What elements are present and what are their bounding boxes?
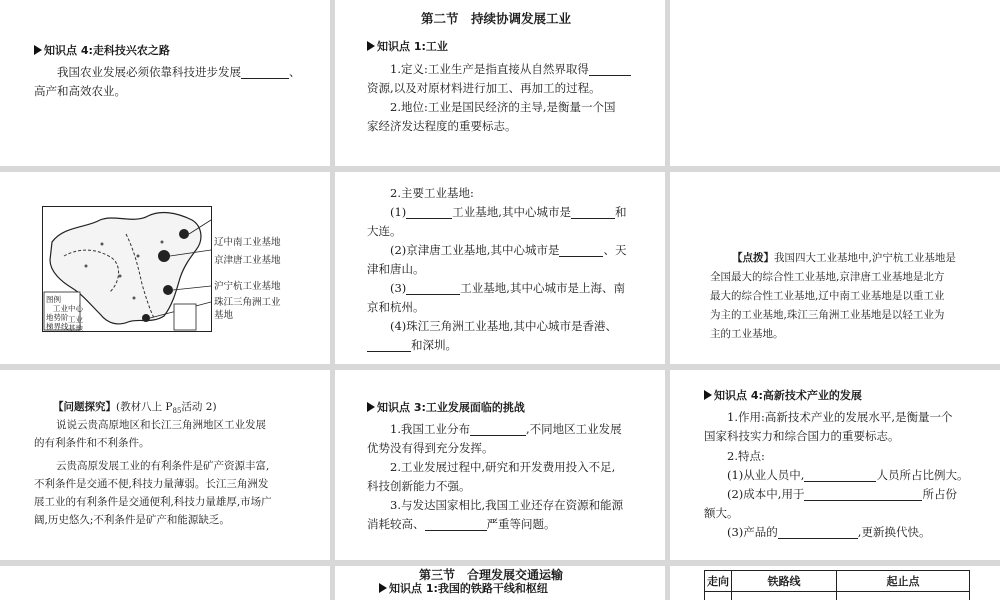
- fill-blank[interactable]: [367, 338, 411, 352]
- paragraph-line: 津和唐山。: [367, 262, 425, 276]
- paragraph-line: 京和杭州。: [367, 300, 425, 314]
- legend-title: 图例: [46, 295, 61, 304]
- knowledge-point-heading: 知识点 4:高新技术产业的发展: [704, 386, 862, 406]
- table-header-railway: 铁路线: [732, 571, 837, 592]
- legend-item: 工业: [68, 315, 83, 324]
- legend-item: 工业中心: [53, 304, 83, 313]
- industrial-base-huningkang: [163, 285, 173, 295]
- knowledge-point-heading: 知识点 3:工业发展面临的挑战: [367, 398, 525, 418]
- fill-blank[interactable]: [470, 422, 526, 436]
- play-arrow-icon: [379, 583, 387, 593]
- knowledge-point-heading: 知识点 4:走科技兴农之路: [34, 41, 170, 61]
- paragraph-line: 云贵高原发展工业的有利条件是矿产资源丰富,: [56, 460, 270, 472]
- map-label-huningkang: 沪宁杭工业基地: [214, 281, 281, 292]
- paragraph-line: 阔,历史悠久;不利条件是矿产和能源缺乏。: [34, 514, 230, 526]
- panel-main-industrial-bases: [335, 172, 665, 364]
- paragraph-line: (2)京津唐工业基地,其中心城市是 、天: [390, 243, 627, 257]
- panel-blank-top-right: [670, 0, 1000, 166]
- paragraph-line: 【点拨】我国四大工业基地中,沪宁杭工业基地是: [732, 252, 956, 264]
- paragraph-line: (2)成本中,用于 所占份: [727, 487, 957, 501]
- railway-table: [704, 570, 970, 600]
- fill-blank[interactable]: [804, 487, 922, 501]
- paragraph-line: 全国最大的综合性工业基地,京津唐工业基地是北方: [710, 271, 945, 283]
- paragraph-line: 2.特点:: [727, 449, 765, 463]
- fill-blank[interactable]: [425, 517, 487, 531]
- paragraph-line: 展工业的有利条件是交通便利,科技力量雄厚,市场广: [34, 496, 272, 508]
- legend-item: 地势阶: [46, 313, 69, 322]
- panel-tip: [670, 172, 1000, 364]
- panel-high-tech: [670, 370, 1000, 560]
- panel-industrial-map: [0, 172, 330, 364]
- map-label-pearl-river: 珠江三角洲工业: [214, 297, 281, 308]
- fill-blank[interactable]: [559, 243, 603, 257]
- paragraph-line: 2.主要工业基地:: [390, 186, 474, 200]
- table-row: [705, 592, 970, 600]
- paragraph-line: 和深圳。: [367, 335, 457, 355]
- paragraph-line: 消耗较高、 严重等问题。: [367, 517, 556, 531]
- play-arrow-icon: [367, 41, 375, 51]
- paragraph-line: 1.定义:工业生产是指直接从自然界取得: [390, 59, 631, 79]
- paragraph-line: 额大。: [704, 506, 739, 520]
- map-label-liaozhongnan: 辽中南工业基地: [214, 237, 281, 248]
- industrial-base-pearl-river: [142, 314, 150, 322]
- panel-industry-definition: [335, 0, 665, 166]
- paragraph-line: 家经济发达程度的重要标志。: [367, 119, 517, 133]
- paragraph-line: 我国农业发展必须依靠科技进步发展 、: [57, 65, 301, 79]
- panel-industry-challenges: [335, 370, 665, 560]
- paragraph-line: 不利条件是交通不便,科技力量薄弱。长江三角洲发: [34, 478, 269, 490]
- play-arrow-icon: [704, 390, 712, 400]
- knowledge-point-heading: 知识点 1:我国的铁路干线和枢纽: [379, 580, 548, 598]
- fill-blank[interactable]: [778, 525, 858, 539]
- paragraph-line: 的有利条件和不利条件。: [34, 437, 150, 449]
- paragraph-line: (1) 工业基地,其中心城市是 和: [390, 205, 627, 219]
- legend-item: 梯界线: [46, 322, 69, 331]
- play-arrow-icon: [367, 402, 375, 412]
- panel-agri-tech: [0, 0, 330, 166]
- map-label-pearl-river-2: 基地: [214, 310, 234, 321]
- paragraph-line: 【问题探究】(教材八上 $P_{85}$活动 2): [53, 401, 217, 416]
- industrial-base-jingjintang: [158, 250, 170, 262]
- paragraph-line: 国家科技实力和综合国力的重要标志。: [704, 429, 900, 443]
- section-title: 第三节 合理发展交通运输: [419, 568, 564, 582]
- fill-blank[interactable]: [804, 468, 876, 482]
- paragraph-line: (4)珠江三角洲工业基地,其中心城市是香港、: [390, 319, 617, 333]
- fill-blank[interactable]: [589, 62, 631, 76]
- panel-railway-table: [670, 566, 1000, 600]
- paragraph-line: 2.工业发展过程中,研究和开发费用投入不足,: [390, 460, 616, 474]
- panel-transport: [335, 566, 665, 600]
- south-sea-inset: [174, 304, 196, 330]
- paragraph-line: (1)从业人员中, 人员所占比例大。: [727, 468, 969, 482]
- tip-tag: 【点拨】: [732, 252, 774, 264]
- table-header-endpoints: 起止点: [837, 571, 970, 592]
- map-label-jingjintang: 京津唐工业基地: [214, 255, 281, 266]
- legend-item: 基地: [68, 324, 83, 333]
- paragraph-line: 3.与发达国家相比,我国工业还存在资源和能源: [390, 498, 624, 512]
- table-header-row: [705, 571, 970, 592]
- paragraph-line: 大连。: [367, 224, 402, 238]
- paragraph-line: 优势没有得到充分发挥。: [367, 441, 494, 455]
- paragraph-line: (3)产品的 ,更新换代快。: [727, 525, 931, 539]
- fill-blank[interactable]: [406, 281, 460, 295]
- table-header-direction: 走向: [705, 571, 732, 592]
- paragraph-line: 为主的工业基地,珠江三角洲工业基地是以轻工业为: [710, 309, 945, 321]
- paragraph-line: 1.作用:高新技术产业的发展水平,是衡量一个: [727, 410, 953, 424]
- fill-blank[interactable]: [571, 205, 615, 219]
- inquiry-tag: 【问题探究】: [53, 401, 116, 413]
- paragraph-line: 主的工业基地。: [710, 328, 784, 340]
- fill-blank[interactable]: [406, 205, 452, 219]
- paragraph-line: 1.我国工业分布 ,不同地区工业发展: [390, 422, 622, 436]
- paragraph-line: 科技创新能力不强。: [367, 479, 471, 493]
- fill-blank[interactable]: [241, 65, 289, 79]
- paragraph-line: 说说云贵高原地区和长江三角洲地区工业发展: [56, 419, 266, 431]
- paragraph-line: 2.地位:工业是国民经济的主导,是衡量一个国: [390, 100, 616, 114]
- play-arrow-icon: [34, 45, 42, 55]
- panel-blank-bottom-left: [0, 566, 330, 600]
- paragraph-line: 资源,以及对原材料进行加工、再加工的过程。: [367, 81, 601, 95]
- section-title: 第二节 持续协调发展工业: [421, 11, 572, 26]
- paragraph-line: (3) 工业基地,其中心城市是上海、南: [390, 281, 625, 295]
- industrial-base-liaozhongnan: [179, 229, 189, 239]
- paragraph-line: 高产和高效农业。: [34, 84, 126, 98]
- knowledge-point-heading: 知识点 1:工业: [367, 37, 448, 57]
- panel-inquiry: [0, 370, 330, 560]
- paragraph-line: 最大的综合性工业基地,辽中南工业基地是以重工业: [710, 290, 945, 302]
